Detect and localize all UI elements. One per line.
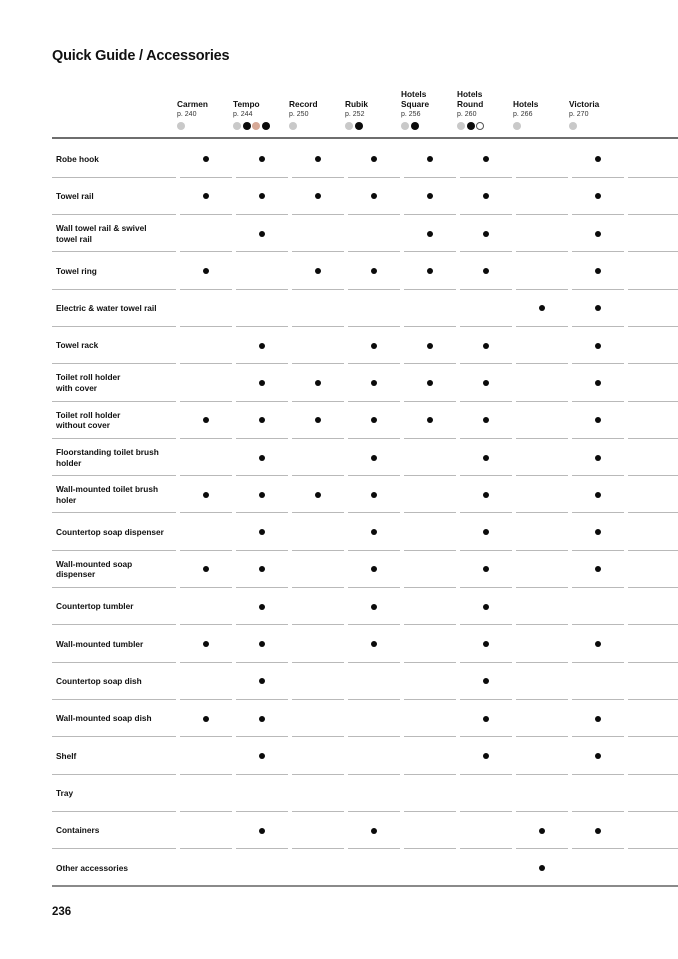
availability-dot bbox=[483, 492, 489, 498]
column-header-victoria bbox=[569, 89, 623, 130]
availability-dot bbox=[427, 343, 433, 349]
availability-dot bbox=[259, 529, 265, 535]
availability-dot bbox=[371, 529, 377, 535]
collection-page-ref: p. 260 bbox=[457, 111, 477, 118]
table-row bbox=[0, 625, 678, 662]
availability-dot bbox=[259, 343, 265, 349]
availability-dot bbox=[483, 193, 489, 199]
finish-swatch-grey bbox=[457, 122, 465, 130]
finish-swatch-grey bbox=[345, 122, 353, 130]
finish-swatch-rose bbox=[252, 122, 260, 130]
availability-dot bbox=[595, 641, 601, 647]
row-label: Shelf bbox=[56, 750, 77, 761]
availability-dot bbox=[595, 305, 601, 311]
collection-name: Rubik bbox=[345, 99, 369, 109]
finish-swatch-black bbox=[243, 122, 251, 130]
finish-swatches bbox=[345, 121, 399, 130]
page-number: 236 bbox=[52, 906, 72, 918]
availability-dot bbox=[203, 492, 209, 498]
availability-dot bbox=[259, 604, 265, 610]
table-row bbox=[0, 663, 678, 700]
availability-dot bbox=[595, 492, 601, 498]
availability-dot bbox=[315, 492, 321, 498]
finish-swatch-black bbox=[411, 122, 419, 130]
availability-dot bbox=[483, 716, 489, 722]
collection-name: Hotels Round bbox=[457, 89, 484, 109]
row-label: Wall-mounted tumbler bbox=[56, 638, 144, 649]
collection-page-ref: p. 270 bbox=[569, 111, 589, 118]
row-label: Towel rack bbox=[56, 340, 99, 351]
availability-dot bbox=[203, 268, 209, 274]
finish-swatches bbox=[289, 121, 343, 130]
collection-name: Hotels Square bbox=[401, 89, 430, 109]
availability-dot bbox=[483, 678, 489, 684]
collection-page-ref: p. 240 bbox=[177, 111, 197, 118]
availability-dot bbox=[483, 156, 489, 162]
table-row bbox=[0, 178, 678, 215]
collection-name: Tempo bbox=[233, 99, 260, 109]
page-title: Quick Guide / Accessories bbox=[52, 48, 230, 64]
availability-dot bbox=[539, 305, 545, 311]
availability-dot bbox=[203, 156, 209, 162]
row-label: Robe hook bbox=[56, 153, 99, 164]
availability-dot bbox=[483, 604, 489, 610]
availability-dot bbox=[259, 380, 265, 386]
finish-swatch-black bbox=[262, 122, 270, 130]
column-header-carmen bbox=[177, 89, 231, 130]
availability-dot bbox=[483, 417, 489, 423]
availability-dot bbox=[315, 380, 321, 386]
collection-page-ref: p. 252 bbox=[345, 111, 365, 118]
finish-swatches bbox=[233, 121, 287, 130]
availability-dot bbox=[371, 380, 377, 386]
availability-dot bbox=[483, 380, 489, 386]
row-label: Toilet roll holder with cover bbox=[56, 372, 121, 393]
collection-page-ref: p. 244 bbox=[233, 111, 253, 118]
row-label: Wall-mounted soap dispenser bbox=[56, 558, 133, 580]
availability-dot bbox=[483, 566, 489, 572]
availability-dot bbox=[483, 231, 489, 237]
column-header-hotels bbox=[513, 89, 567, 130]
table-row bbox=[0, 252, 678, 289]
collection-page-ref: p. 266 bbox=[513, 111, 533, 118]
table-row bbox=[0, 551, 678, 588]
finish-swatches bbox=[177, 121, 231, 130]
table-row bbox=[0, 476, 678, 513]
availability-dot bbox=[203, 417, 209, 423]
availability-dot bbox=[427, 193, 433, 199]
table-row bbox=[0, 737, 678, 774]
column-header-record bbox=[289, 89, 343, 130]
availability-dot bbox=[595, 156, 601, 162]
availability-dot bbox=[595, 417, 601, 423]
finish-swatches bbox=[513, 121, 567, 130]
row-label: Towel rail bbox=[56, 191, 94, 202]
availability-dot bbox=[371, 641, 377, 647]
availability-dot bbox=[427, 268, 433, 274]
availability-dot bbox=[371, 417, 377, 423]
table-row bbox=[0, 588, 678, 625]
availability-dot bbox=[483, 455, 489, 461]
availability-dot bbox=[427, 231, 433, 237]
row-label: Toilet roll holder without cover bbox=[56, 409, 121, 431]
availability-dot bbox=[203, 193, 209, 199]
table-row bbox=[0, 402, 678, 439]
table-row bbox=[0, 849, 678, 886]
availability-dot bbox=[595, 716, 601, 722]
row-label: Tray bbox=[56, 787, 74, 798]
availability-dot bbox=[315, 417, 321, 423]
availability-dot bbox=[259, 455, 265, 461]
availability-dot bbox=[259, 231, 265, 237]
table-row bbox=[0, 812, 678, 849]
availability-dot bbox=[595, 566, 601, 572]
column-header-rubik bbox=[345, 89, 399, 130]
availability-dot bbox=[595, 268, 601, 274]
availability-dot bbox=[371, 343, 377, 349]
collection-name: Hotels bbox=[513, 99, 539, 109]
availability-dot bbox=[259, 641, 265, 647]
collection-name: Carmen bbox=[177, 99, 208, 109]
row-label: Floorstanding toilet brush holder bbox=[56, 447, 159, 468]
finish-swatch-white bbox=[476, 122, 484, 130]
row-label: Towel ring bbox=[56, 265, 97, 276]
finish-swatches bbox=[457, 121, 511, 130]
finish-swatches bbox=[401, 121, 455, 130]
table-row bbox=[0, 290, 678, 327]
availability-dot bbox=[427, 380, 433, 386]
availability-dot bbox=[427, 156, 433, 162]
availability-dot bbox=[595, 380, 601, 386]
availability-dot bbox=[427, 417, 433, 423]
availability-dot bbox=[259, 417, 265, 423]
availability-dot bbox=[483, 529, 489, 535]
finish-swatch-grey bbox=[233, 122, 241, 130]
availability-dot bbox=[259, 193, 265, 199]
row-label: Containers bbox=[56, 825, 100, 836]
table-row bbox=[0, 700, 678, 737]
row-label: Other accessories bbox=[56, 862, 128, 873]
availability-dot bbox=[595, 753, 601, 759]
collection-page-ref: p. 256 bbox=[401, 111, 421, 118]
availability-dot bbox=[259, 753, 265, 759]
table-row bbox=[0, 364, 678, 401]
row-label: Countertop soap dish bbox=[56, 676, 142, 687]
availability-dot bbox=[483, 641, 489, 647]
availability-dot bbox=[371, 268, 377, 274]
availability-dot bbox=[371, 156, 377, 162]
availability-dot bbox=[203, 641, 209, 647]
table-row bbox=[0, 141, 678, 178]
availability-dot bbox=[203, 716, 209, 722]
column-header-hotels-round bbox=[457, 89, 511, 130]
availability-dot bbox=[483, 753, 489, 759]
column-header-hotels-square bbox=[401, 89, 455, 130]
table-row bbox=[0, 514, 678, 551]
finish-swatch-grey bbox=[177, 122, 185, 130]
availability-dot bbox=[315, 156, 321, 162]
availability-dot bbox=[483, 343, 489, 349]
availability-dot bbox=[595, 828, 601, 834]
availability-dot bbox=[371, 604, 377, 610]
availability-dot bbox=[595, 193, 601, 199]
row-label: Countertop soap dispenser bbox=[56, 526, 164, 537]
availability-dot bbox=[595, 343, 601, 349]
availability-dot bbox=[259, 566, 265, 572]
availability-dot bbox=[483, 268, 489, 274]
table-row bbox=[0, 775, 678, 812]
availability-dot bbox=[259, 716, 265, 722]
availability-dot bbox=[371, 193, 377, 199]
availability-dot bbox=[595, 529, 601, 535]
finish-swatch-black bbox=[467, 122, 475, 130]
footer-rule bbox=[52, 885, 678, 887]
collection-name: Victoria bbox=[569, 99, 600, 109]
row-label: Wall-mounted soap dish bbox=[56, 713, 152, 724]
availability-dot bbox=[371, 566, 377, 572]
availability-dot bbox=[371, 455, 377, 461]
availability-dot bbox=[315, 268, 321, 274]
availability-dot bbox=[371, 828, 377, 834]
table-row bbox=[0, 215, 678, 252]
collection-page-ref: p. 250 bbox=[289, 111, 309, 118]
finish-swatch-grey bbox=[513, 122, 521, 130]
availability-dot bbox=[259, 678, 265, 684]
availability-dot bbox=[595, 455, 601, 461]
table-row bbox=[0, 327, 678, 364]
header-rule bbox=[52, 137, 678, 139]
availability-dot bbox=[371, 492, 377, 498]
availability-dot bbox=[203, 566, 209, 572]
availability-dot bbox=[259, 156, 265, 162]
row-label: Wall towel rail & swivel towel rail bbox=[56, 223, 147, 244]
availability-dot bbox=[539, 828, 545, 834]
availability-dot bbox=[315, 193, 321, 199]
availability-dot bbox=[259, 492, 265, 498]
row-label: Electric & water towel rail bbox=[56, 303, 157, 314]
finish-swatch-black bbox=[355, 122, 363, 130]
finish-swatch-grey bbox=[569, 122, 577, 130]
row-label: Countertop tumbler bbox=[56, 601, 134, 612]
finish-swatches bbox=[569, 121, 623, 130]
finish-swatch-grey bbox=[289, 122, 297, 130]
availability-dot bbox=[595, 231, 601, 237]
table-row bbox=[0, 439, 678, 476]
availability-dot bbox=[259, 828, 265, 834]
collection-name: Record bbox=[289, 99, 318, 109]
row-label: Wall-mounted toilet brush holer bbox=[56, 484, 159, 505]
finish-swatch-grey bbox=[401, 122, 409, 130]
availability-dot bbox=[539, 865, 545, 871]
column-header-tempo bbox=[233, 89, 287, 130]
